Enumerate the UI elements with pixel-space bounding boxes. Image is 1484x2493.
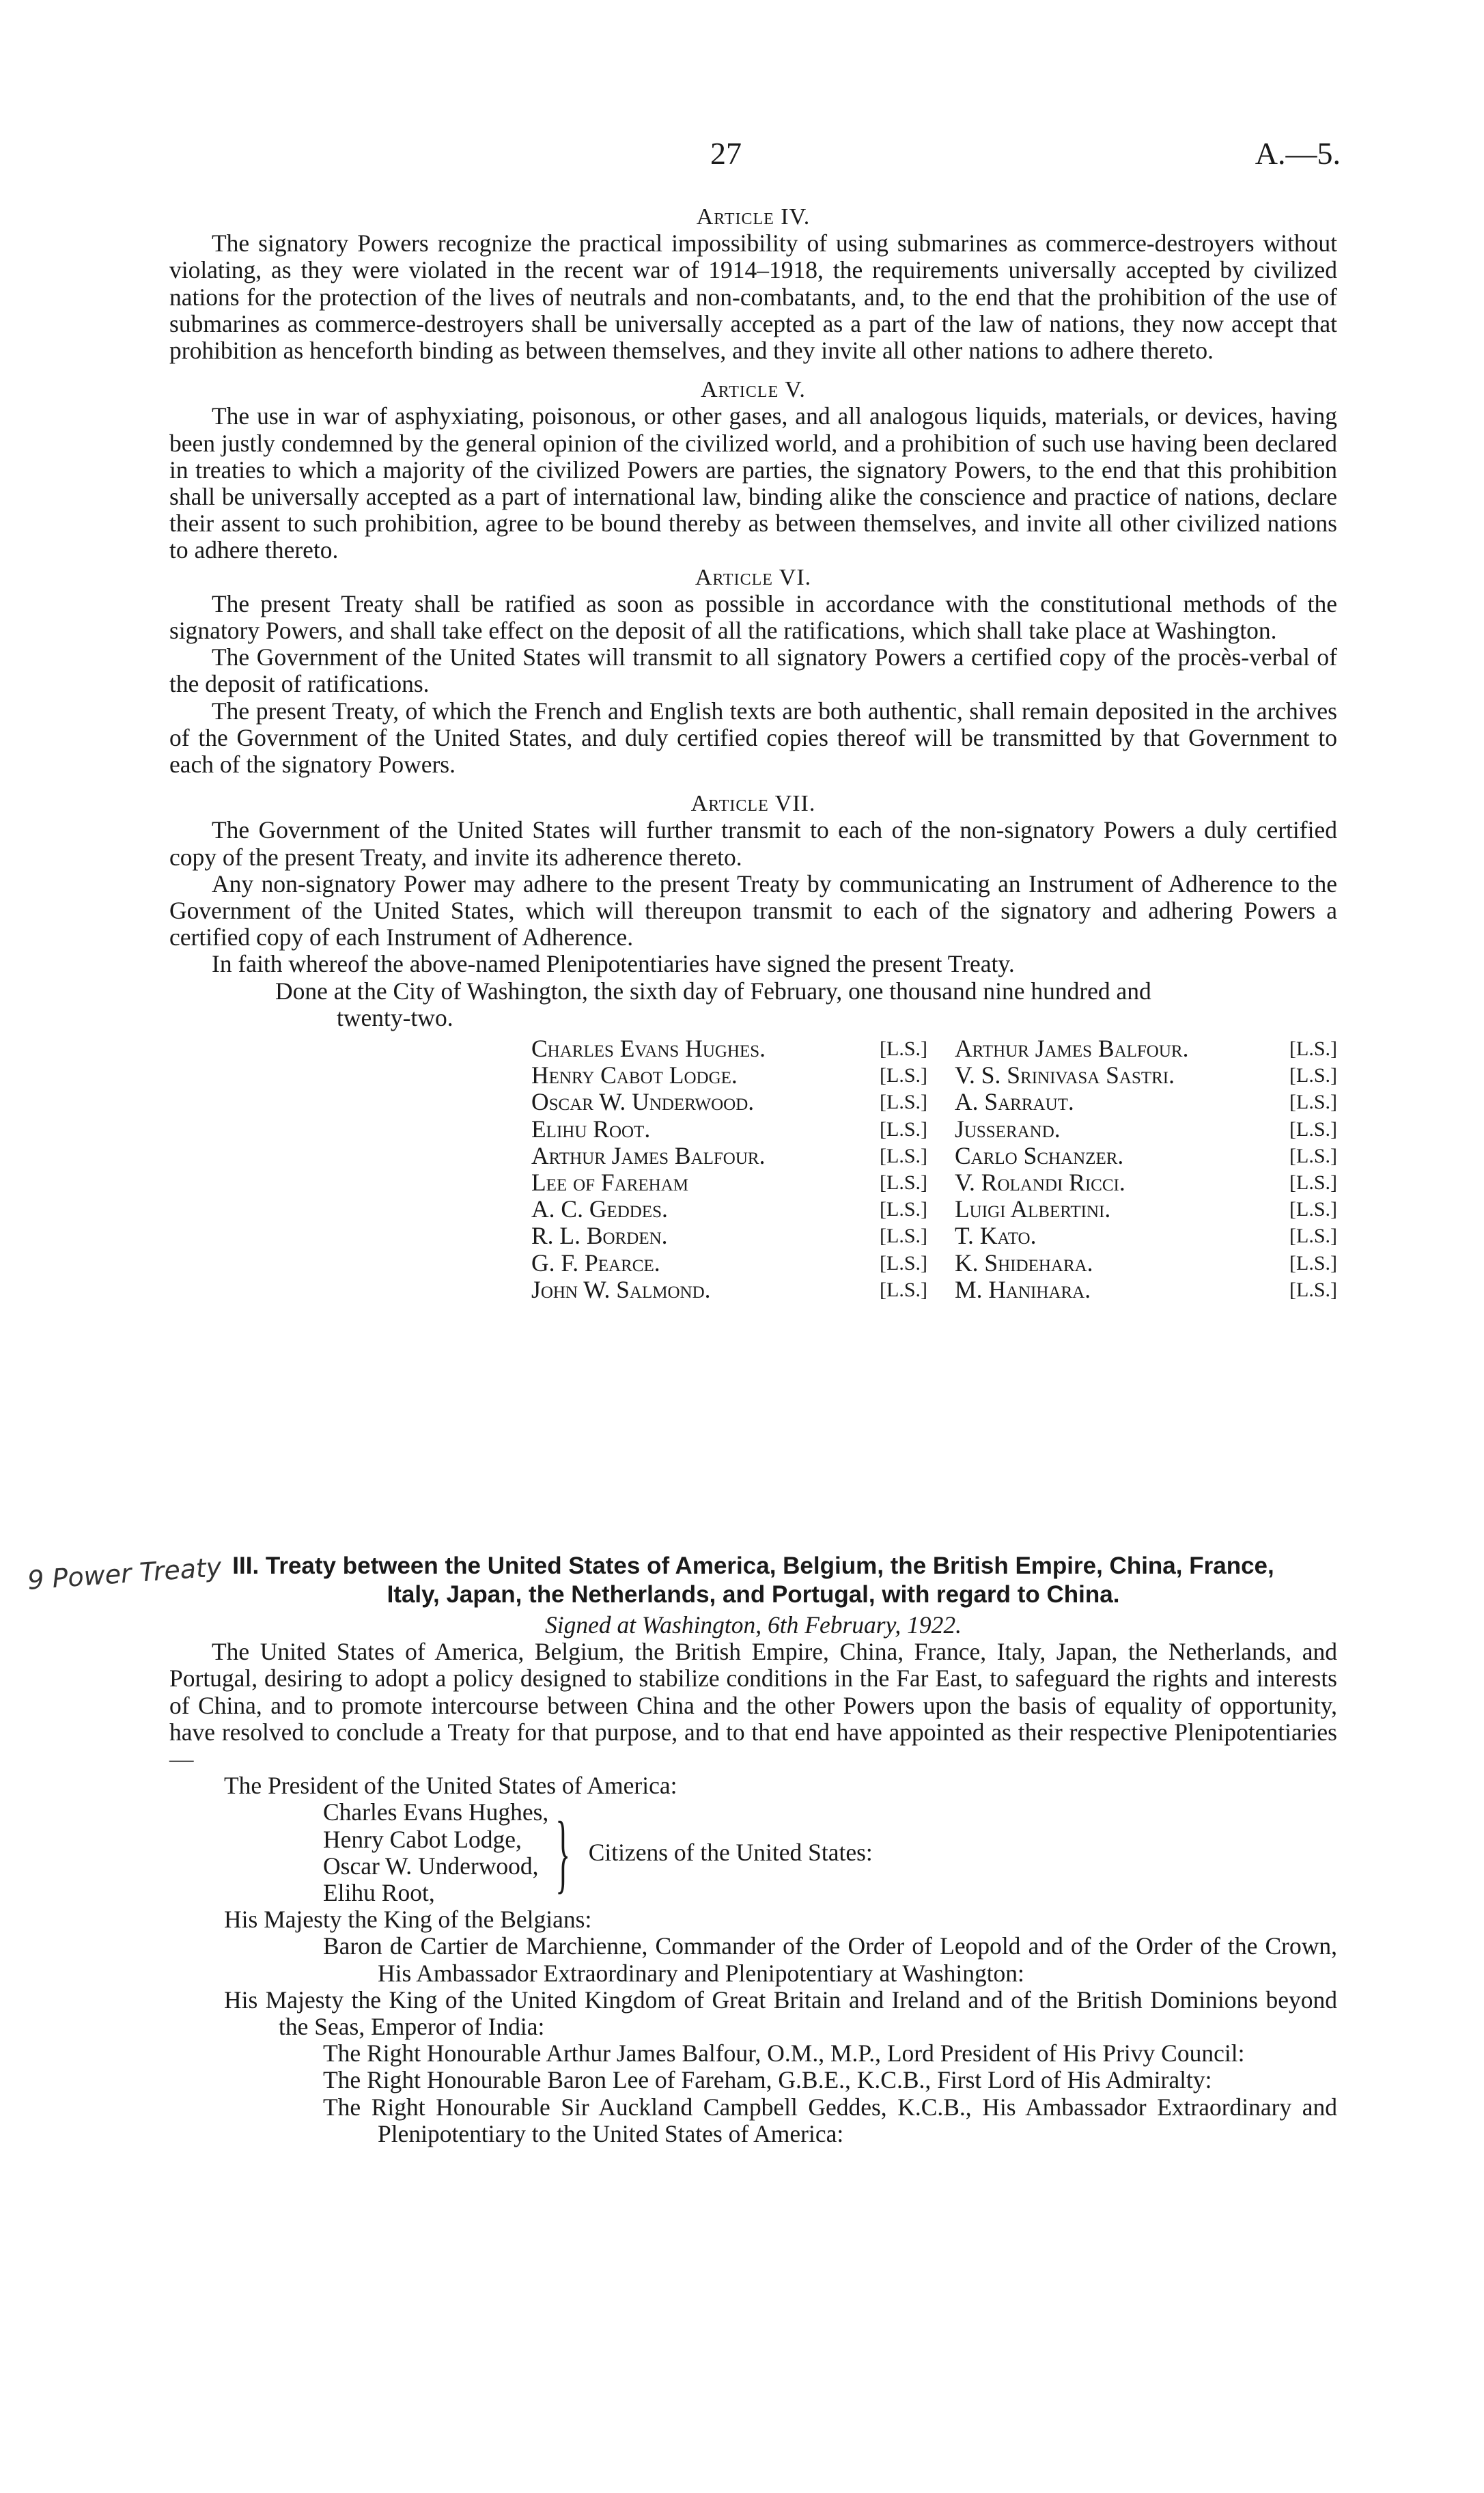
signature-row (955, 1089, 1337, 1115)
signatory-name: K. Shidehara. (955, 1249, 1093, 1277)
signature-row (531, 1116, 927, 1143)
article-heading: Article VI. (695, 564, 812, 590)
signatory-name: Charles Evans Hughes. (531, 1035, 766, 1063)
delegate-name: Charles Evans Hughes, (323, 1798, 549, 1826)
seal-mark: [L.S.] (880, 1278, 927, 1301)
signature-row (531, 1062, 927, 1089)
delegate-name: Henry Cabot Lodge, (323, 1825, 522, 1853)
signatory-name: A. Sarraut. (955, 1088, 1074, 1116)
party-heading: His Majesty the King of the United Kingdom of Great Britain and Ireland and of the British Dominions beyond the Seas, Emperor of India: (224, 1986, 1337, 2040)
treaty-preamble: The United States of America, Belgium, the British Empire, China, France, Italy, Japan, the Netherlands, and Portugal, desiring to adopt a policy designed to stabilize conditions in the Far East, to safeguard the rights and interests of China, and to promote intercourse between China and the other Powers upon the basis of equality of opportunity, have resolved to conclude a Treaty for that purpose, and to that end have appointed as their respective Plenipotentiaries— (169, 1638, 1337, 1773)
page-number: 27 (710, 136, 742, 171)
seal-mark: [L.S.] (880, 1171, 927, 1195)
party-heading: The President of the United States of America: (224, 1772, 677, 1800)
seal-mark: [L.S.] (1289, 1198, 1337, 1221)
article-paragraph: Any non-signatory Power may adhere to the present Treaty by communicating an Instrument of Adherence to the Government of the United States, which will thereupon transmit to each of the signatory and adhering Powers a certified copy of each Instrument of Adherence. (169, 869, 1337, 951)
us-citizens-label: Citizens of the United States: (588, 1839, 873, 1867)
signatory-name: A. C. Geddes. (531, 1195, 668, 1223)
signature-row (531, 1169, 927, 1196)
seal-mark: [L.S.] (1289, 1117, 1337, 1141)
treaty-articles (169, 204, 1337, 1303)
signature-row (531, 1089, 927, 1115)
seal-mark: [L.S.] (880, 1144, 927, 1167)
seal-mark: [L.S.] (1289, 1037, 1337, 1061)
signatory-name: V. S. Srinivasa Sastri. (955, 1061, 1175, 1089)
article-paragraph: The use in war of asphyxiating, poisonous, or other gases, and all analogous liquids, materials, or devices, having been justly condemned by the general opinion of the civilized world, and a prohibition of such use having been declared in treaties to which a majority of the civilized Powers are parties, the signatory Powers, to the end that this prohibition shall be universally accepted as a part of international law, binding alike the conscience and practice of nations, declare their assent to such prohibition, agree to be bound thereby as between themselves, and invite all other civilized nations to adhere thereto. (169, 402, 1337, 564)
party-heading: His Majesty the King of the Belgians: (224, 1906, 592, 1934)
done-line: Done at the City of Washington, the sixth day of February, one thousand nine hundred and (275, 977, 1151, 1005)
treaty-title: III. Treaty between the United States of America, Belgium, the British Empire, China, France, (232, 1552, 1274, 1579)
delegate-entry: The Right Honourable Sir Auckland Campbell Geddes, K.C.B., His Ambassador Extraordinary and Plenipotentiary to the United States of America: (323, 2093, 1337, 2147)
treaty-section (169, 1552, 1337, 2147)
signatory-name: Carlo Schanzer. (955, 1141, 1124, 1169)
signature-row (531, 1250, 927, 1277)
signatures-right (955, 1035, 1337, 1303)
signature-row (955, 1277, 1337, 1303)
signature-row (531, 1223, 927, 1249)
seal-mark: [L.S.] (1289, 1278, 1337, 1301)
signatory-name: Arthur James Balfour. (531, 1141, 766, 1169)
signatory-name: Arthur James Balfour. (955, 1035, 1189, 1063)
article-heading: Article VII. (690, 791, 816, 817)
delegate-entry: The Right Honourable Arthur James Balfour, O.M., M.P., Lord President of His Privy Council: (323, 2039, 1245, 2067)
signatures-left (531, 1035, 927, 1303)
signature-row (531, 1035, 927, 1062)
article-paragraph: The Government of the United States will further transmit to each of the non-signatory Powers a duly certified copy of the present Treaty, and invite its adherence thereto. (169, 816, 1337, 871)
article-paragraph: The Government of the United States will transmit to all signatory Powers a certified copy of the procès-verbal of the deposit of ratifications. (169, 643, 1337, 698)
treaty-signed-line: Signed at Washington, 6th February, 1922. (544, 1611, 962, 1639)
signature-row (955, 1196, 1337, 1223)
article-paragraph: The signatory Powers recognize the practical impossibility of using submarines as commerce-destroyers without violating, as they were violated in the recent war of 1914–1918, the requirements universally accepted by civilized nations for the protection of the lives of neutrals and non-combatants, and, to the end that the prohibition of the use of submarines as commerce-destroyers shall be universally accepted as a part of the law of nations, they now accept that prohibition as henceforth binding as between themselves, and they invite all other nations to adhere thereto. (169, 229, 1337, 365)
signatory-name: Oscar W. Underwood. (531, 1088, 755, 1116)
article-paragraph: In faith whereof the above-named Plenipotentiaries have signed the present Treaty. (212, 950, 1015, 978)
seal-mark: [L.S.] (1289, 1144, 1337, 1167)
signature-row (955, 1169, 1337, 1196)
brace-icon: } (555, 1803, 571, 1902)
article-paragraph: The present Treaty, of which the French and English texts are both authentic, shall remain deposited in the archives of the Government of the United States, and duly certified copies thereof will be transmitted by that Government to each of the signatory Powers. (169, 697, 1337, 779)
article-heading: Article V. (701, 377, 806, 403)
signatory-name: Lee of Fareham (531, 1169, 689, 1197)
signatory-name: M. Hanihara. (955, 1275, 1091, 1303)
signature-row (955, 1250, 1337, 1277)
signatory-name: Jusserand. (955, 1115, 1061, 1143)
article-heading: Article IV. (696, 204, 811, 229)
us-names (323, 1799, 548, 1906)
signatory-name: Luigi Albertini. (955, 1195, 1111, 1223)
seal-mark: [L.S.] (880, 1037, 927, 1061)
delegate-entry: Baron de Cartier de Marchienne, Commander of the Order of Leopold and of the Order of the Crown, His Ambassador Extraordinary and Plenipotentiary at Washington: (323, 1932, 1337, 1987)
signature-row (955, 1143, 1337, 1169)
signature-row (955, 1035, 1337, 1062)
handwritten-margin-note: 9 Power Treaty (26, 1552, 223, 1596)
signatory-name: V. Rolandi Ricci. (955, 1169, 1125, 1197)
seal-mark: [L.S.] (1289, 1251, 1337, 1275)
seal-mark: [L.S.] (880, 1064, 927, 1087)
signatory-name: G. F. Pearce. (531, 1249, 660, 1277)
seal-mark: [L.S.] (1289, 1171, 1337, 1195)
signature-row (955, 1062, 1337, 1089)
treaty-title: Italy, Japan, the Netherlands, and Portugal, with regard to China. (387, 1581, 1120, 1608)
signature-block (531, 1035, 1337, 1303)
done-line: twenty-two. (337, 1003, 453, 1031)
delegate-name: Oscar W. Underwood, (323, 1852, 539, 1880)
signature-row (531, 1277, 927, 1303)
signatory-name: R. L. Borden. (531, 1222, 668, 1250)
signatory-name: T. Kato. (955, 1222, 1037, 1250)
seal-mark: [L.S.] (880, 1198, 927, 1221)
seal-mark: [L.S.] (1289, 1091, 1337, 1114)
signatory-name: John W. Salmond. (531, 1275, 711, 1303)
delegate-entry: The Right Honourable Baron Lee of Fareham, G.B.E., K.C.B., First Lord of His Admiralty: (323, 2066, 1212, 2094)
signature-row (531, 1196, 927, 1223)
delegate-name: Elihu Root, (323, 1878, 435, 1906)
seal-mark: [L.S.] (880, 1225, 927, 1248)
seal-mark: [L.S.] (1289, 1225, 1337, 1248)
signature-row (531, 1143, 927, 1169)
us-delegates (323, 1799, 1337, 1906)
signatory-name: Henry Cabot Lodge. (531, 1061, 738, 1089)
seal-mark: [L.S.] (1289, 1064, 1337, 1087)
article-paragraph: The present Treaty shall be ratified as soon as possible in accordance with the constitutional methods of the signatory Powers, and shall take effect on the deposit of all the ratifications, which shall take place at Washington. (169, 589, 1337, 645)
seal-mark: [L.S.] (880, 1117, 927, 1141)
signature-row (955, 1116, 1337, 1143)
seal-mark: [L.S.] (880, 1251, 927, 1275)
seal-mark: [L.S.] (880, 1091, 927, 1114)
signatory-name: Elihu Root. (531, 1115, 651, 1143)
document-reference: A.—5. (1255, 136, 1341, 171)
signature-row (955, 1223, 1337, 1249)
